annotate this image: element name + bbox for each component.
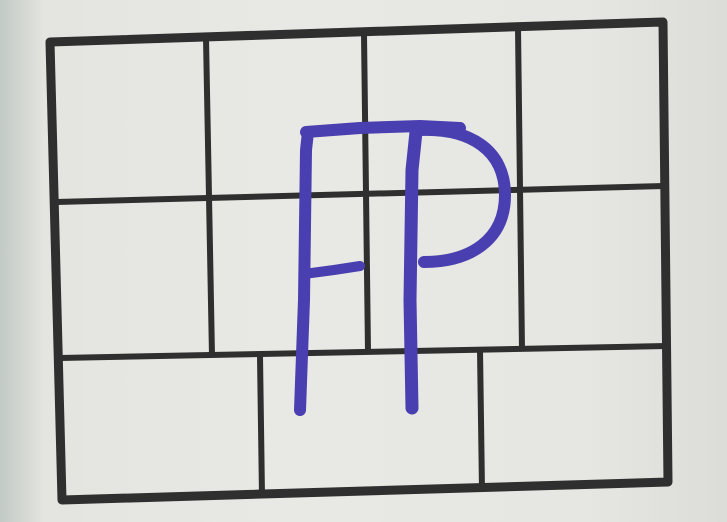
grid-outer-frame <box>50 22 668 500</box>
grid-vertical-line-5 <box>480 350 482 490</box>
grid-vertical-line-3 <box>518 28 522 350</box>
grid-vertical-line-2 <box>364 34 368 352</box>
grid-horizontal-line-1 <box>56 186 664 202</box>
ink-stroke-bowl <box>420 130 505 262</box>
grid-horizontal-line-2 <box>60 346 666 358</box>
grid-vertical-line-1 <box>206 38 212 356</box>
ink-letters <box>300 126 505 410</box>
ink-stroke-crossbar <box>304 266 360 274</box>
grid-vertical-line-4 <box>260 356 262 496</box>
ink-stroke-middle-vertical <box>410 132 416 408</box>
